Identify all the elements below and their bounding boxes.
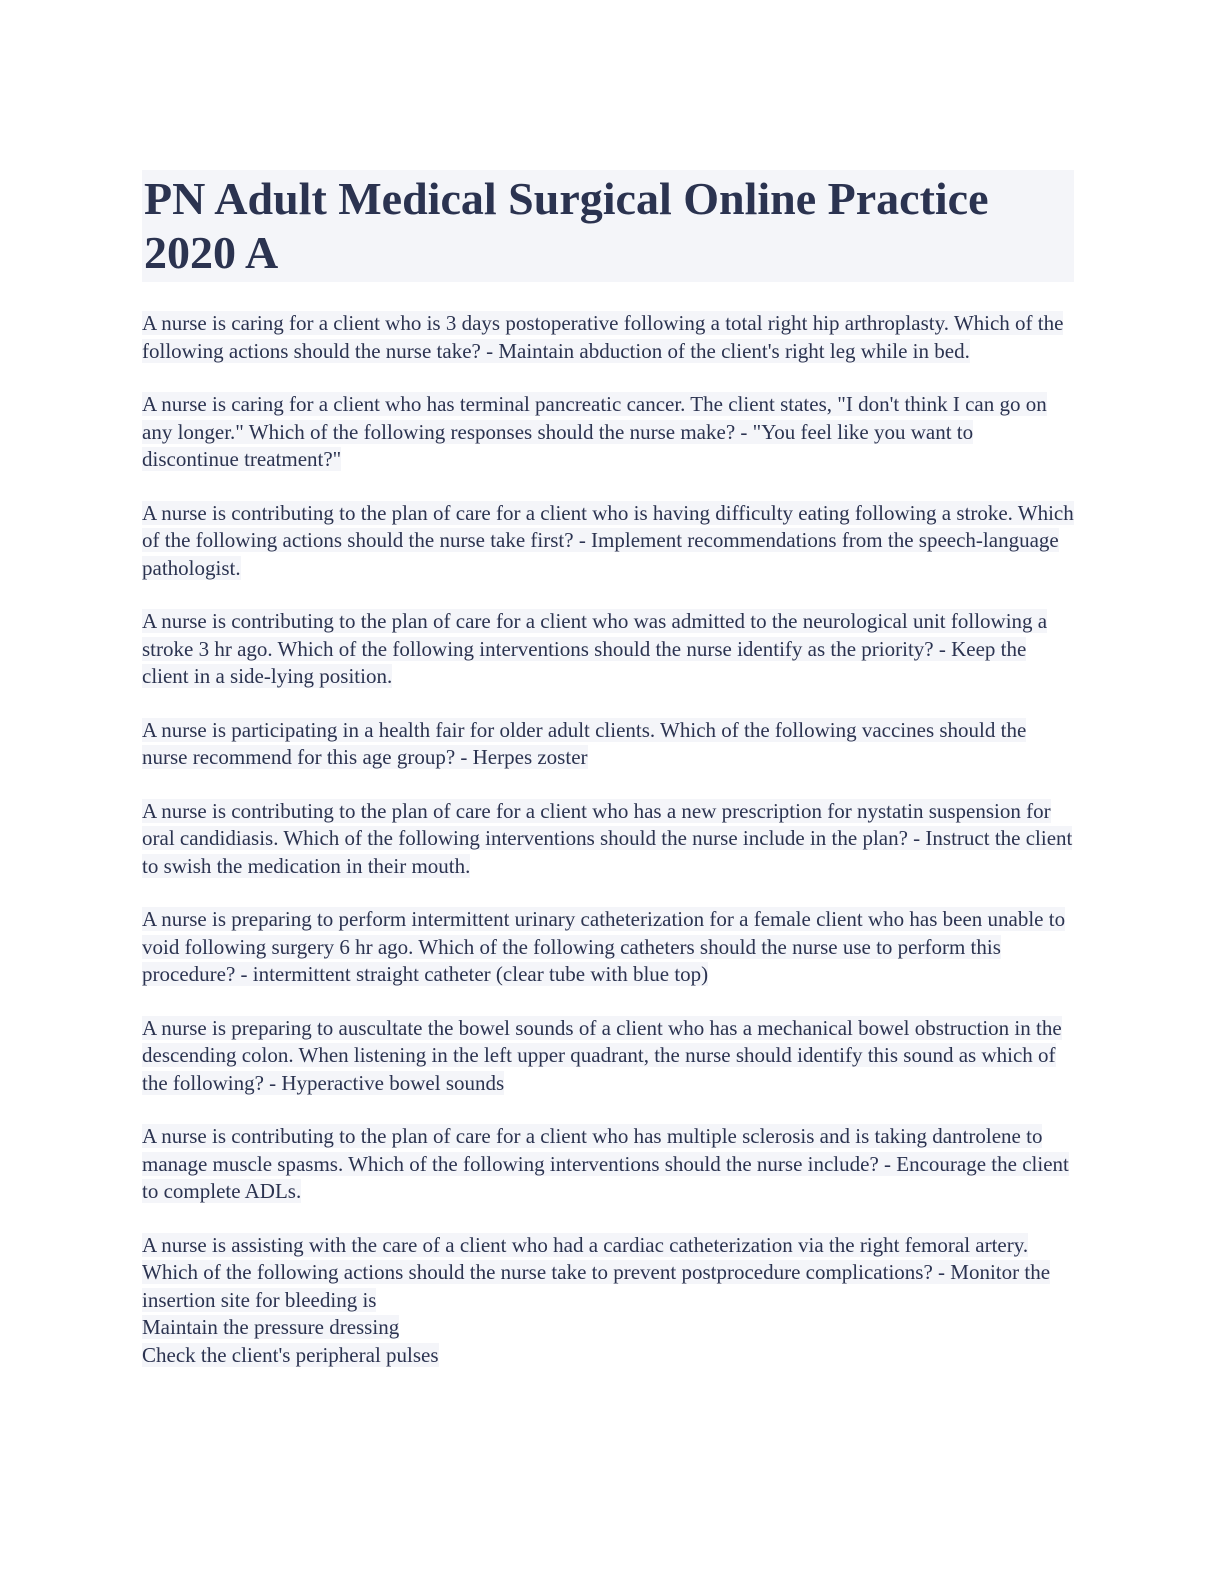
page-title: PN Adult Medical Surgical Online Practice 2020 A — [144, 173, 989, 278]
document-page — [142, 170, 1074, 1395]
qa-item — [142, 798, 1074, 881]
qa-text: A nurse is participating in a health fair for older adult clients. Which of the following vaccines should the nurse recommend for this age group? - Herpes zoster — [142, 717, 1027, 769]
qa-text: A nurse is contributing to the plan of care for a client who has a new prescription for nystatin suspension for oral candidiasis. Which of the following interventions should the nurse include in the plan? - Instruct the client to swish the medication in their mouth. — [142, 798, 1073, 878]
qa-text: A nurse is preparing to perform intermittent urinary catheterization for a female client who has been unable to void following surgery 6 hr ago. Which of the following catheters should the nurse use to perform this procedure? - intermittent straight catheter (clear tube with blue top) — [142, 907, 1066, 986]
qa-item — [142, 1015, 1074, 1098]
qa-text: A nurse is contributing to the plan of care for a client who was admitted to the neurological unit following a stroke 3 hr ago. Which of the following interventions should the nurse identify as the priority? - Keep the client in a side-lying position. — [142, 609, 1048, 688]
qa-text: A nurse is contributing to the plan of care for a client who has multiple sclerosis and is taking dantrolene to manage muscle spasms. Which of the following interventions should the nurse include? - Encourage the client to complete ADLs. — [142, 1124, 1069, 1203]
qa-item — [142, 1232, 1074, 1370]
qa-text: A nurse is contributing to the plan of care for a client who is having difficulty eating following a stroke. Which of the following actions should the nurse take first? - Implement recommendations from the speech-language pathologist. — [142, 500, 1074, 580]
qa-item — [142, 1123, 1074, 1206]
qa-text: A nurse is assisting with the care of a client who had a cardiac catheterization via the right femoral artery. Which of the following actions should the nurse take to prevent postprocedure complications? - Monitor the insertion site for bleeding is Maintain the pressure dressing Check the client's peripheral pulses — [142, 1232, 1051, 1367]
qa-item — [142, 906, 1074, 989]
qa-item — [142, 391, 1074, 474]
qa-item — [142, 608, 1074, 691]
qa-text: A nurse is caring for a client who is 3 days postoperative following a total right hip arthroplasty. Which of the following actions should the nurse take? - Maintain abduction of the client's right leg while in bed. — [142, 311, 1064, 363]
qa-text: A nurse is caring for a client who has terminal pancreatic cancer. The client states, "I don't think I can go on any longer." Which of the following responses should the nurse make? - "You feel like you want to discontinue treatment?" — [142, 392, 1047, 471]
title-block — [142, 170, 1074, 282]
qa-item — [142, 717, 1074, 772]
qa-item — [142, 500, 1074, 583]
qa-item — [142, 310, 1074, 365]
qa-text: A nurse is preparing to auscultate the bowel sounds of a client who has a mechanical bowel obstruction in the descending colon. When listening in the left upper quadrant, the nurse should identify this sound as which of the following? - Hyperactive bowel sounds — [142, 1015, 1062, 1095]
